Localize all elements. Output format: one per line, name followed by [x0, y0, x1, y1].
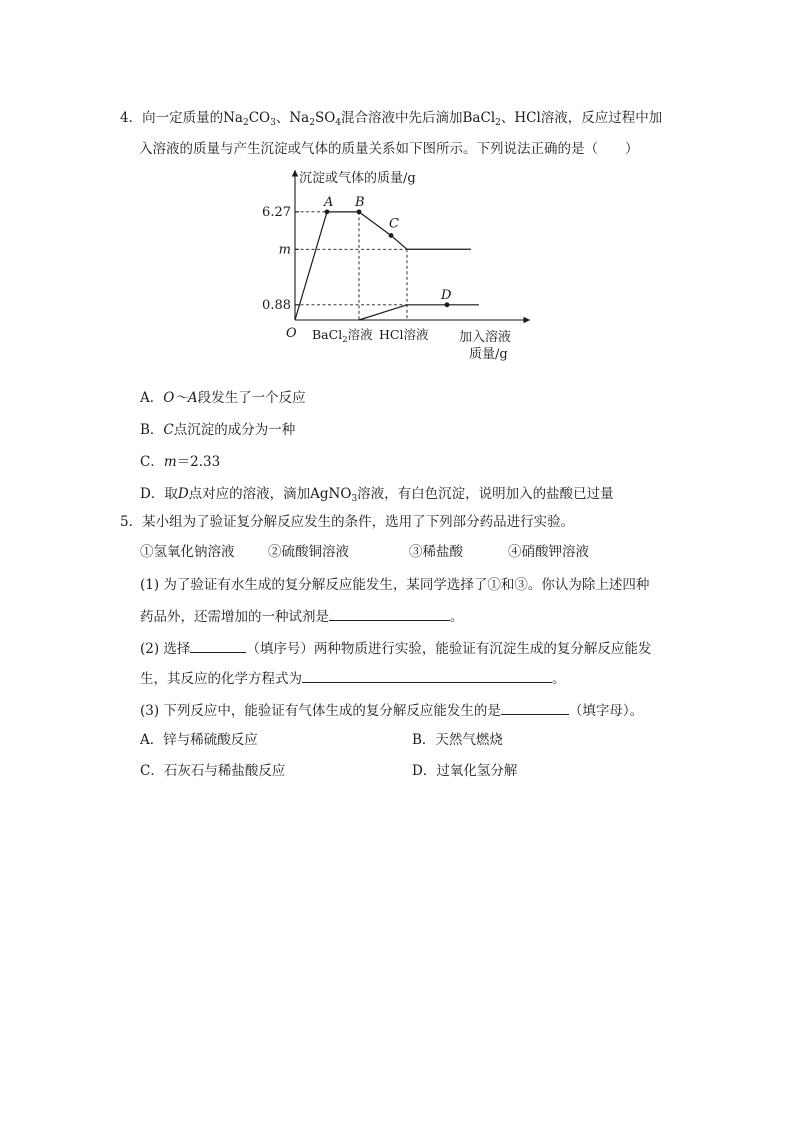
- q4-text: 、Na: [275, 110, 310, 126]
- option-prefix: D．取: [140, 486, 178, 502]
- option-var: D: [177, 486, 189, 502]
- point-b: [357, 209, 362, 214]
- q4-text: 混合溶液中先后滴加BaCl: [341, 110, 496, 126]
- q5-text: 。: [450, 609, 464, 625]
- q5-text: 生，其反应的化学方程式为: [140, 671, 302, 687]
- q4-stem-line1: [120, 109, 662, 127]
- q4-text: CO: [248, 110, 271, 126]
- precipitate-line: [295, 212, 471, 320]
- y-tick-label-1: m: [278, 242, 291, 258]
- option-text: 点对应的溶液，滴加AgNO: [188, 486, 352, 502]
- q5-part3: [140, 700, 643, 720]
- reagent-3: ③稀盐酸: [409, 544, 463, 560]
- q4-text: 向一定质量的Na: [142, 110, 243, 126]
- q4-text: SO: [314, 110, 336, 126]
- q4-number: 4．: [120, 110, 143, 126]
- origin-label: O: [286, 326, 297, 341]
- point-label-c: C: [389, 216, 399, 232]
- option-text: ＝2.33: [176, 454, 221, 470]
- x-label-bacl2: BaCl$_2$溶液: [312, 327, 373, 345]
- answer-blank-1[interactable]: [329, 606, 450, 621]
- point-label-b: B: [355, 194, 365, 210]
- q5-choice-a: A．锌与稀硫酸反应: [140, 732, 258, 748]
- q4-sub: 2: [309, 118, 315, 128]
- q5-stem: [120, 513, 574, 531]
- point-c: [389, 233, 394, 238]
- q4-text: 、HCl溶液，反应过程中加: [500, 110, 663, 126]
- q5-text: 某小组为了验证复分解反应发生的条件，选用了下列部分药品进行实验。: [142, 514, 575, 530]
- answer-blank-2[interactable]: [190, 638, 246, 653]
- q5-choice-b: B．天然气燃烧: [412, 732, 503, 748]
- q4-option-b: [140, 421, 295, 439]
- option-text: 溶液，有白色沉淀，说明加入的盐酸已过量: [357, 486, 614, 502]
- q4-option-a: [140, 389, 306, 407]
- q5-text: 药品外，还需增加的一种试剂是: [140, 609, 329, 625]
- q5-part1-line1: (1) 为了验证有水生成的复分解反应能发生，某同学选择了①和③。你认为除上述四种: [140, 577, 650, 593]
- gas-line: [359, 305, 479, 320]
- q5-text: （填序号）两种物质进行实验，能验证有沉淀生成的复分解反应能发: [246, 641, 652, 657]
- q4-sub: 2: [242, 118, 249, 128]
- point-label-a: A: [324, 194, 334, 210]
- q4-stem-line2: 入溶液的质量与产生沉淀或气体的质量关系如下图所示。下列说法正确的是（ ）: [139, 141, 639, 157]
- y-tick-label-0: 6.27: [262, 204, 291, 220]
- q5-choice-d: D．过氧化氢分解: [412, 763, 518, 779]
- option-var: m: [163, 454, 177, 470]
- q5-text: (2) 选择: [140, 641, 191, 657]
- answer-blank-4[interactable]: [501, 700, 569, 715]
- reagent-2: ②硫酸铜溶液: [268, 544, 349, 560]
- q4-option-c: [140, 453, 220, 471]
- option-sub: 3: [351, 494, 358, 504]
- q5-text: （填字母）。: [568, 703, 644, 719]
- q5-number: 5．: [120, 514, 143, 530]
- q4-sub: 3: [270, 118, 276, 128]
- x-label-hcl: HCl溶液: [379, 327, 429, 342]
- x-axis-label-1: 加入溶液: [459, 330, 512, 345]
- option-var: C: [163, 422, 174, 438]
- q5-part2-line1: [140, 638, 651, 658]
- q5-text: (3) 下列反应中，能验证有气体生成的复分解反应能发生的是: [140, 703, 501, 719]
- point-d: [445, 302, 450, 307]
- reagent-4: ④硝酸钾溶液: [508, 544, 589, 560]
- option-prefix: C．: [140, 454, 164, 470]
- q5-choice-c: C．石灰石与稀盐酸反应: [140, 763, 286, 779]
- option-prefix: B．: [140, 422, 164, 438]
- q4-chart: [262, 164, 542, 369]
- q5-part2-line2: [140, 668, 566, 688]
- q5-part1-line2: [140, 606, 464, 626]
- q4-sub: 4: [335, 118, 342, 128]
- option-prefix: A．: [140, 390, 164, 406]
- option-text: 段发生了一个反应: [197, 390, 306, 406]
- answer-blank-3[interactable]: [302, 668, 552, 683]
- reagent-1: ①氢氧化钠溶液: [140, 544, 235, 560]
- y-tick-label-2: 0.88: [262, 297, 291, 313]
- q4-sub: 2: [495, 118, 501, 128]
- option-var: O～A: [163, 390, 198, 406]
- y-axis-label: 沉淀或气体的质量/g: [299, 171, 416, 186]
- option-text: 点沉淀的成分为一种: [173, 422, 296, 438]
- point-a: [325, 209, 330, 214]
- point-label-d: D: [441, 287, 452, 303]
- x-axis-label-2: 质量/g: [469, 347, 508, 362]
- q5-text: 。: [552, 671, 566, 687]
- q4-option-d: [140, 485, 614, 503]
